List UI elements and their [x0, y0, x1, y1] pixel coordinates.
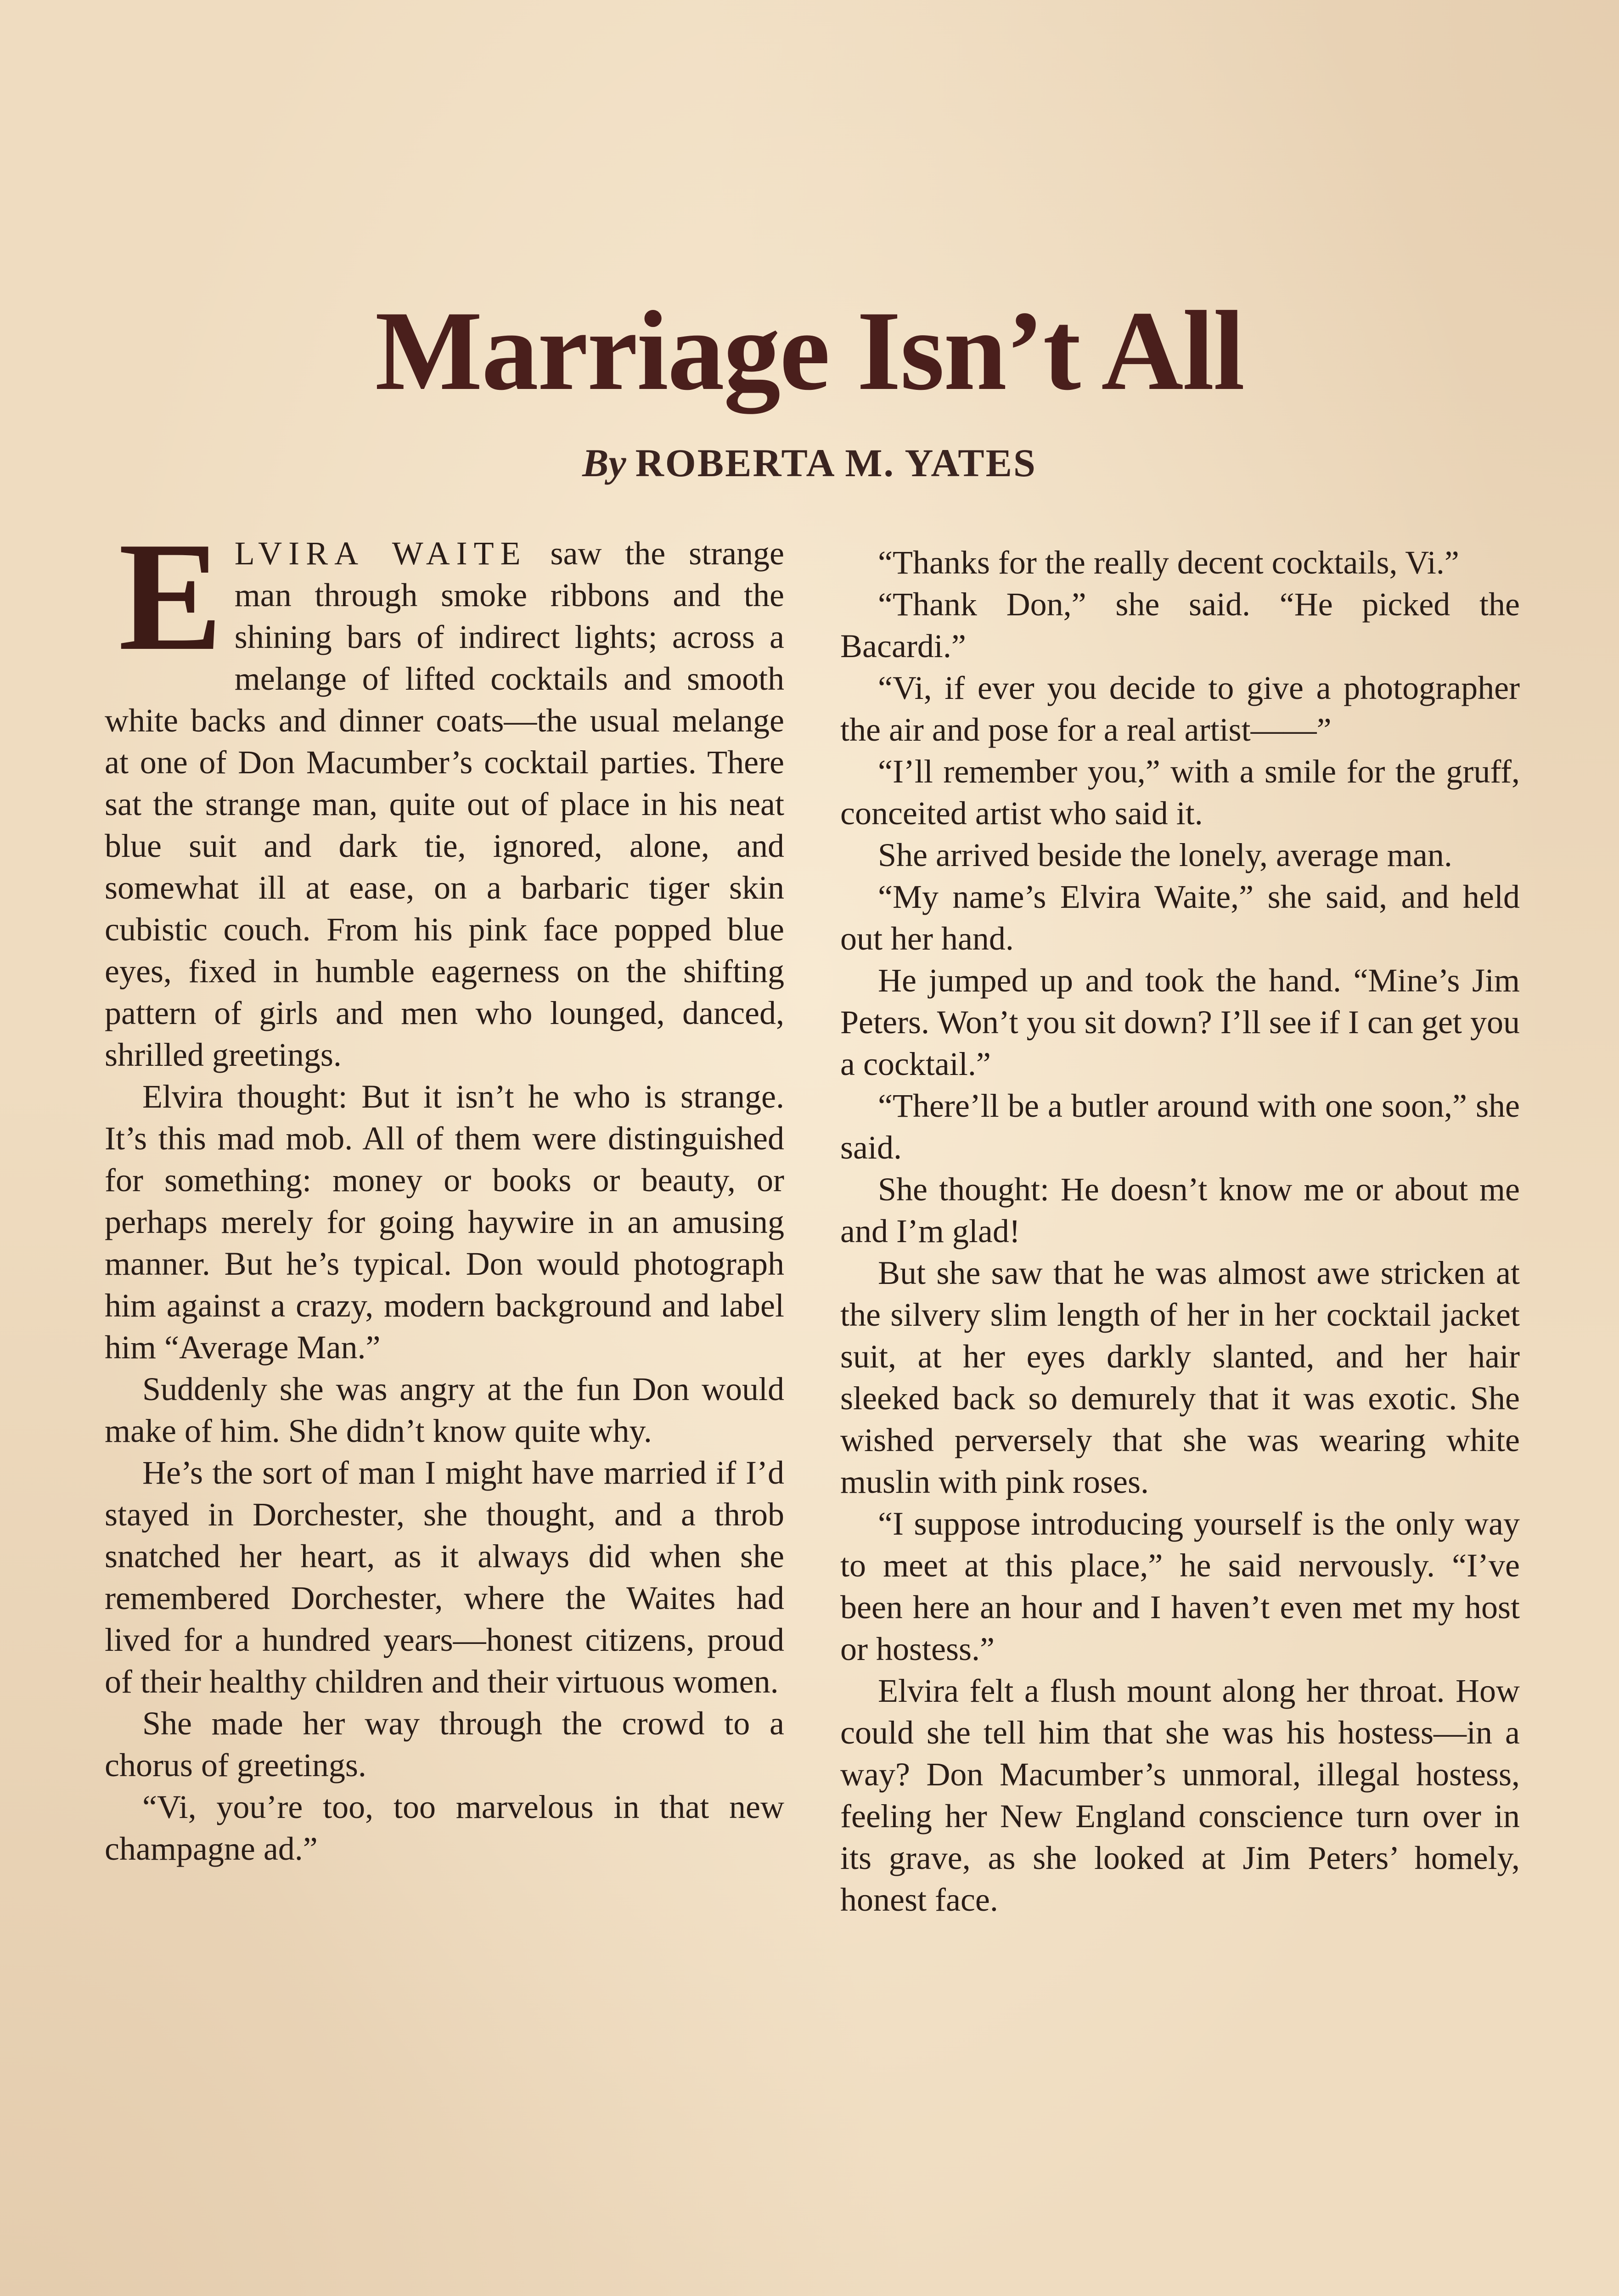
- paragraph: “I’ll remember you,” with a smile for the gruff, conceited artist who said it.: [840, 753, 1520, 832]
- paragraph: “Vi, you’re too, too marvelous in that new champagne ad.”: [105, 1789, 784, 1867]
- story-title: Marriage Isn’t All: [375, 287, 1244, 414]
- right-column: [840, 542, 1520, 1921]
- paragraph: “Vi, if ever you decide to give a photographer the air and pose for a real artist——”: [840, 670, 1520, 748]
- byline-by: By: [582, 441, 626, 485]
- paragraph: “My name’s Elvira Waite,” she said, and held out her hand.: [840, 878, 1520, 957]
- paragraph: But she saw that he was almost awe stricken at the silvery slim length of her in her cocktail jacket suit, at her eyes darkly slanted, and her hair sleeked back so demurely that it was exotic. She wished perversely that she was wearing white muslin with pink roses.: [840, 1255, 1520, 1500]
- opening-caps: LVIRA WAITE: [234, 535, 527, 572]
- byline-author: ROBERTA M. YATES: [635, 441, 1037, 485]
- paragraph: “Thanks for the really decent cocktails, Vi.”: [878, 544, 1459, 581]
- paragraph: She thought: He doesn’t know me or about me and I’m glad!: [840, 1171, 1520, 1249]
- paragraph-text: saw the strange man through smoke ribbons and the shining bars of indirect lights; across a melange of lifted cocktails and smooth white backs and dinner coats—the usual melange at one of Don Macumber’s cocktail parties. There sat the strange man, quite out of place in his neat blue suit and dark tie, ignored, alone, and somewhat ill at ease, on a barbaric tiger skin cubistic couch. From his pink face popped blue eyes, fixed in humble eagerness on the shifting pattern of girls and men who lounged, danced, shrilled greetings.: [105, 535, 784, 1073]
- paragraph: Elvira felt a flush mount along her throat. How could she tell him that she was his hostess—in a way? Don Macumber’s unmoral, illegal hostess, feeling her New England conscience turn over in its grave, as she looked at Jim Peters’ homely, honest face.: [840, 1672, 1520, 1918]
- paragraph: “Thank Don,” she said. “He picked the Bacardi.”: [840, 586, 1520, 664]
- paragraph: “There’ll be a butler around with one soon,” she said.: [840, 1087, 1520, 1166]
- paragraph: “I suppose introducing yourself is the only way to meet at this place,” he said nervously. “I’ve been here an hour and I haven’t even met my host or hostess.”: [840, 1505, 1520, 1667]
- drop-cap: E: [118, 510, 223, 683]
- paragraph: Elvira thought: But it isn’t he who is strange. It’s this mad mob. All of them were distinguished for something: money or books or beauty, or perhaps merely for going haywire in an amusing manner. But he’s typical. Don would photograph him against a crazy, modern background and label him “Average Man.”: [105, 1078, 784, 1366]
- byline: [0, 443, 1619, 483]
- paragraph: He’s the sort of man I might have married if I’d stayed in Dorchester, she thought, and a throb snatched her heart, as it always did when she remembered Dorchester, where the Waites had lived for a hundred years—honest citizens, proud of their healthy children and their virtuous women.: [105, 1454, 784, 1700]
- paragraph: She arrived beside the lonely, average man.: [878, 837, 1452, 873]
- opening-paragraph: [105, 510, 784, 1076]
- paragraph: Suddenly she was angry at the fun Don would make of him. She didn’t know quite why.: [105, 1371, 784, 1449]
- paragraph: She made her way through the crowd to a chorus of greetings.: [105, 1705, 784, 1784]
- left-column: [105, 510, 784, 1870]
- paragraph: He jumped up and took the hand. “Mine’s Jim Peters. Won’t you sit down? I’ll see if I can get you a cocktail.”: [840, 962, 1520, 1082]
